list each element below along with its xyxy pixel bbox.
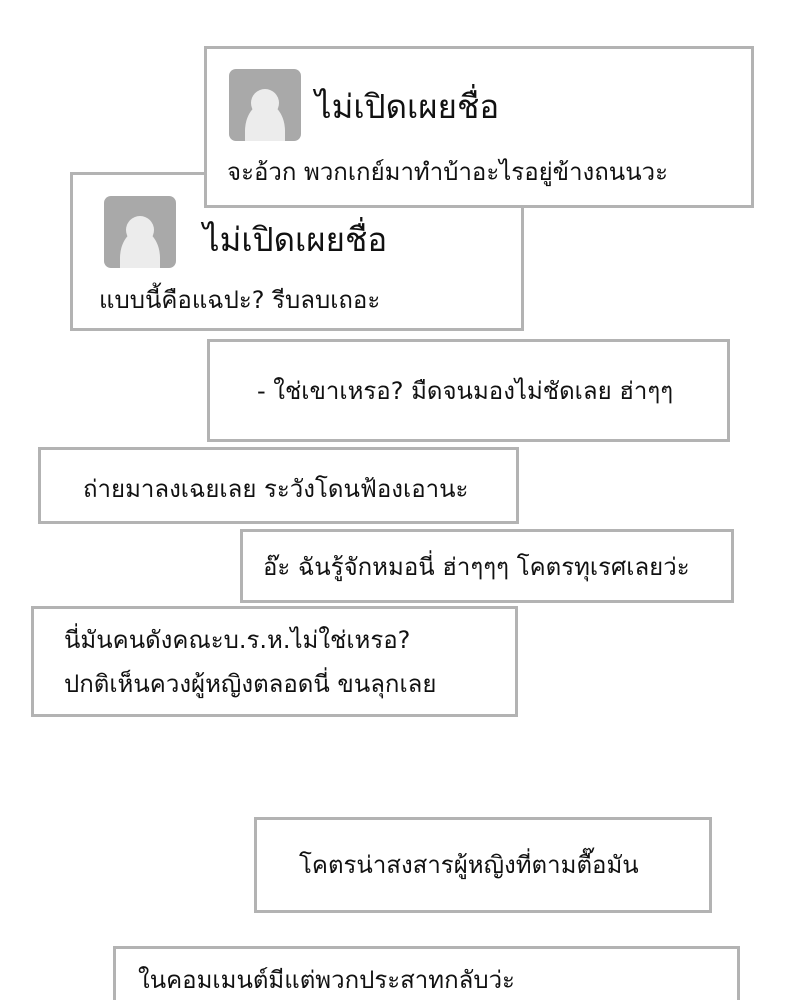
reply-text: - ใช่เขาเหรอ? มืดจนมองไม่ชัดเลย ฮ่าๆๆ xyxy=(257,377,674,405)
comment-author: ไม่เปิดเผยชื่อ xyxy=(315,87,500,126)
comment-text: แบบนี้คือแฉปะ? รีบลบเถอะ xyxy=(99,286,381,314)
comment-text: จะอ้วก พวกเกย์มาทำบ้าอะไรอยู่ข้างถนนวะ xyxy=(227,158,668,186)
default-user-icon xyxy=(229,69,301,141)
reply-text: ปกติเห็นควงผู้หญิงตลอดนี่ ขนลุกเลย xyxy=(64,670,437,698)
reply-text: อ๊ะ ฉันรู้จักหมอนี่ ฮ่าๆๆๆ โคตรทุเรศเลยว่ะ xyxy=(263,553,690,581)
reply-box xyxy=(113,946,740,1000)
default-user-icon xyxy=(104,196,176,268)
reply-text: ในคอมเมนต์มีแต่พวกประสาทกลับว่ะ xyxy=(138,966,515,994)
reply-text: นี่มันคนดังคณะบ.ร.ห.ไม่ใช่เหรอ? xyxy=(64,626,411,654)
reply-box xyxy=(31,606,518,717)
reply-box xyxy=(207,339,730,442)
comment-author: ไม่เปิดเผยชื่อ xyxy=(203,220,388,259)
reply-text: โคตรน่าสงสารผู้หญิงที่ตามตื๊อมัน xyxy=(299,851,639,879)
reply-text: ถ่ายมาลงเฉยเลย ระวังโดนฟ้องเอานะ xyxy=(83,475,469,503)
reply-box xyxy=(254,817,712,913)
reply-box xyxy=(38,447,519,524)
comment-card xyxy=(204,46,754,208)
reply-box xyxy=(240,529,734,603)
